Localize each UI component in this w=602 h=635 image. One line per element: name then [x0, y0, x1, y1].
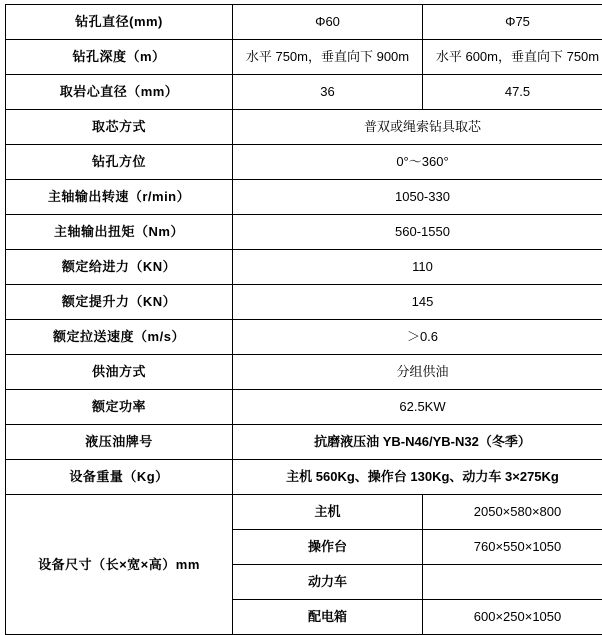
row-label: 主轴输出扭矩（Nm）: [6, 215, 233, 250]
table-body: [6, 5, 602, 635]
table-row: [6, 215, 602, 250]
row-label: 额定拉送速度（m/s）: [6, 320, 233, 355]
row-value-merged: 普双或绳索钻具取芯: [233, 110, 602, 145]
table-row: [6, 460, 602, 495]
table-row: [6, 110, 602, 145]
row-label: 供油方式: [6, 355, 233, 390]
row-value-merged: 110: [233, 250, 602, 285]
table-row: [6, 250, 602, 285]
dimension-item-value: 760×550×1050: [423, 530, 602, 565]
row-value-merged: 145: [233, 285, 602, 320]
dimension-item-name: 操作台: [233, 530, 423, 565]
row-value-merged: 主机 560Kg、操作台 130Kg、动力车 3×275Kg: [233, 460, 602, 495]
row-label: 液压油牌号: [6, 425, 233, 460]
dimension-item-value: 2050×580×800: [423, 495, 602, 530]
row-label: 设备重量（Kg）: [6, 460, 233, 495]
table-row: [6, 40, 602, 75]
row-value-merged: 62.5KW: [233, 390, 602, 425]
table-row: [6, 355, 602, 390]
dimension-item-name: 主机: [233, 495, 423, 530]
table-row: [6, 145, 602, 180]
specification-table: [5, 4, 602, 635]
row-value-merged: ＞0.6: [233, 320, 602, 355]
table-row: [6, 5, 602, 40]
row-label: 取岩心直径（mm）: [6, 75, 233, 110]
table-row: [6, 390, 602, 425]
dimension-item-value: 600×250×1050: [423, 600, 602, 635]
row-value-b: 水平 600m，垂直向下 750m: [423, 40, 602, 75]
row-label: 钻孔直径(mm): [6, 5, 233, 40]
table-row: [6, 320, 602, 355]
row-value-a: 36: [233, 75, 423, 110]
dimension-item-name: 动力车: [233, 565, 423, 600]
row-label: 额定给进力（KN）: [6, 250, 233, 285]
row-label: 主轴输出转速（r/min）: [6, 180, 233, 215]
row-value-merged: 560-1550: [233, 215, 602, 250]
table-row: [6, 75, 602, 110]
dimension-item-value: [423, 565, 602, 600]
row-value-a: Φ60: [233, 5, 423, 40]
table-row-dimensions: [6, 495, 602, 530]
dimension-item-name: 配电箱: [233, 600, 423, 635]
row-value-merged: 分组供油: [233, 355, 602, 390]
table-row: [6, 180, 602, 215]
row-value-b: 47.5: [423, 75, 602, 110]
row-label: 额定提升力（KN）: [6, 285, 233, 320]
table-row: [6, 425, 602, 460]
dimensions-label: 设备尺寸（长×宽×高）mm: [6, 495, 233, 635]
row-value-b: Φ75: [423, 5, 602, 40]
row-value-merged: 抗磨液压油 YB-N46/YB-N32（冬季）: [233, 425, 602, 460]
row-value-a: 水平 750m，垂直向下 900m: [233, 40, 423, 75]
row-label: 钻孔深度（m）: [6, 40, 233, 75]
table-row: [6, 285, 602, 320]
row-value-merged: 0°～360°: [233, 145, 602, 180]
row-label: 取芯方式: [6, 110, 233, 145]
row-label: 额定功率: [6, 390, 233, 425]
row-label: 钻孔方位: [6, 145, 233, 180]
row-value-merged: 1050-330: [233, 180, 602, 215]
